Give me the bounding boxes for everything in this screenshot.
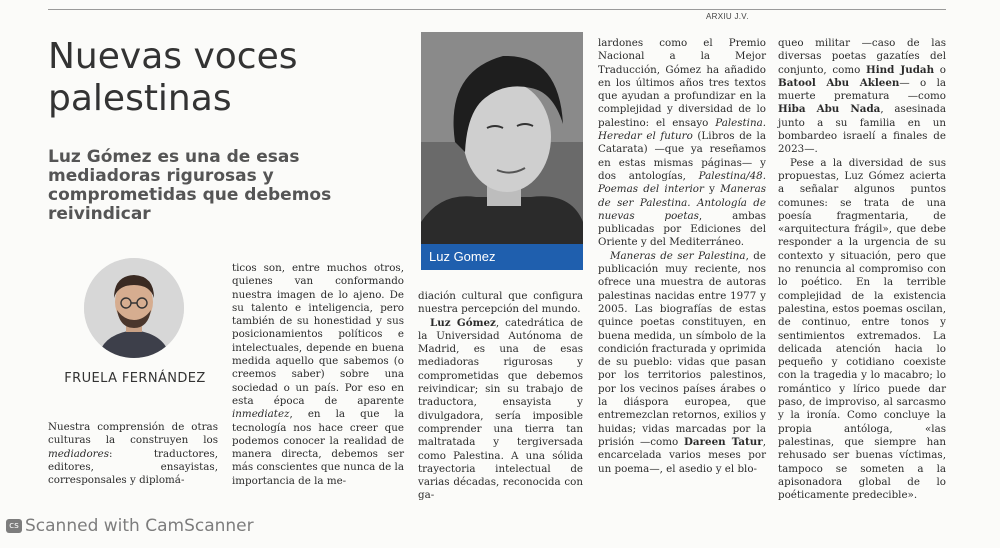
article-column-2	[232, 262, 404, 488]
paragraph: Maneras de ser Palestina, de publicación muy reciente, nos ofrece una muestra de autoras palestinas nacidas entre 1977 y 2005. Las biografías de estas quince poetas constituyen, en buena medida, un símbolo de la condición fracturada y oprimida de su pueblo: vidas que pasan por los territorios palestinos, por los vecinos países árabes o la diáspora europea, que entremezclan retornos, exilios y huidas; vidas marcadas por la prisión —como Dareen Tatur, encarcelada varios meses por un poema—, el asedio y el blo-	[598, 249, 767, 475]
paragraph: Luz Gómez, catedrática de la Universidad Autónoma de Madrid, es una de esas mediadoras rigurosas y comprometidas que debemos reivindicar; sin su trabajo de traductora, ensayista y divulgadora, sería imposible comprender una tierra tan maltratada y tergiversada como Palestina. A una sólida trayectoria intelectual de varias décadas, reconocida con ga-	[418, 316, 583, 502]
photo-caption: Luz Gomez	[421, 244, 583, 270]
scanner-watermark	[6, 516, 254, 536]
subject-photo	[421, 32, 583, 270]
article-subtitle: Luz Gómez es una de esas mediadoras rigurosas y comprometidas que debemos reivindicar	[48, 147, 332, 224]
watermark-text: Scanned with CamScanner	[25, 516, 254, 536]
paragraph: Pese a la diversidad de sus propuestas, Luz Gómez acierta a señalar algunos puntos comunes: se trata de una poesía fragmentaria, de «arquitectura frágil», que debe responder a la urgencia de su contexto y situación, pero que no renuncia al compromiso con lo poético. En la terrible complejidad de la existencia palestina, estos poemas oscilan, de continuo, entre tonos y sentimientos extremados. La delicada atención hacia lo pequeño y cotidiano coexiste con la tragedia y lo macabro; lo romántico y lírico puede dar paso, de improviso, al sarcasmo y la ironía. Como concluye la propia antóloga, «las palestinas, que siempre han rehusado ser buenas víctimas, tampoco se someten a la apisonadora global de lo poéticamente predecible».	[778, 156, 946, 502]
paragraph: ticos son, entre muchos otros, quienes van conformando nuestra imagen de lo ajeno. De su talento e inteligencia, pero también de su honestidad y sus posicionamientos políticos e intelectuales, depende en buena medida aquello que sabemos (o creemos saber) sobre una sociedad o un país. Por eso en esta época de aparente inmediatez, en la que la tecnología nos hace creer que podemos conocer la realidad de manera directa, debemos ser más conscientes que nunca de la importancia de la me-	[232, 262, 404, 487]
paragraph: lardones como el Premio Nacional a la Mejor Traducción, Gómez ha añadido en los últimos años tres textos que ayudan a profundizar en la complejidad y diversidad de lo palestino: el ensayo Palestina. Heredar el futuro (Libros de la Catarata) —que ya reseñamos en estas mismas páginas— y dos antologías, Palestina/48. Poemas del interior y Maneras de ser Palestina. Antología de nuevas poetas, ambas publicadas por Ediciones del Oriente y del Mediterráneo.	[598, 37, 766, 249]
article-column-3	[418, 290, 583, 503]
article-column-1	[48, 421, 218, 487]
top-rule	[48, 9, 946, 10]
article-title: Nuevas voces palestinas	[48, 36, 298, 119]
photo-credit: ARXIU J.V.	[706, 12, 749, 21]
article-column-5	[778, 37, 946, 502]
author-name: FRUELA FERNÁNDEZ	[64, 371, 206, 386]
paragraph: diación cultural que configura nuestra percepción del mundo.	[418, 290, 583, 316]
author-avatar	[84, 258, 184, 358]
paragraph: Nuestra comprensión de otras culturas la construyen los mediadores: traductores, editores, ensayistas, corresponsales y diplomá-	[48, 421, 218, 487]
article-column-4	[598, 37, 766, 476]
paragraph: queo militar —caso de las diversas poetas gazatíes del conjunto, como Hind Judah o Batool Abu Akleen— o la muerte prematura —como Hiba Abu Nada, asesinada junto a su familia en un bombardeo israelí a finales de 2023—.	[778, 37, 946, 156]
camscanner-logo-icon: cs	[6, 519, 22, 533]
